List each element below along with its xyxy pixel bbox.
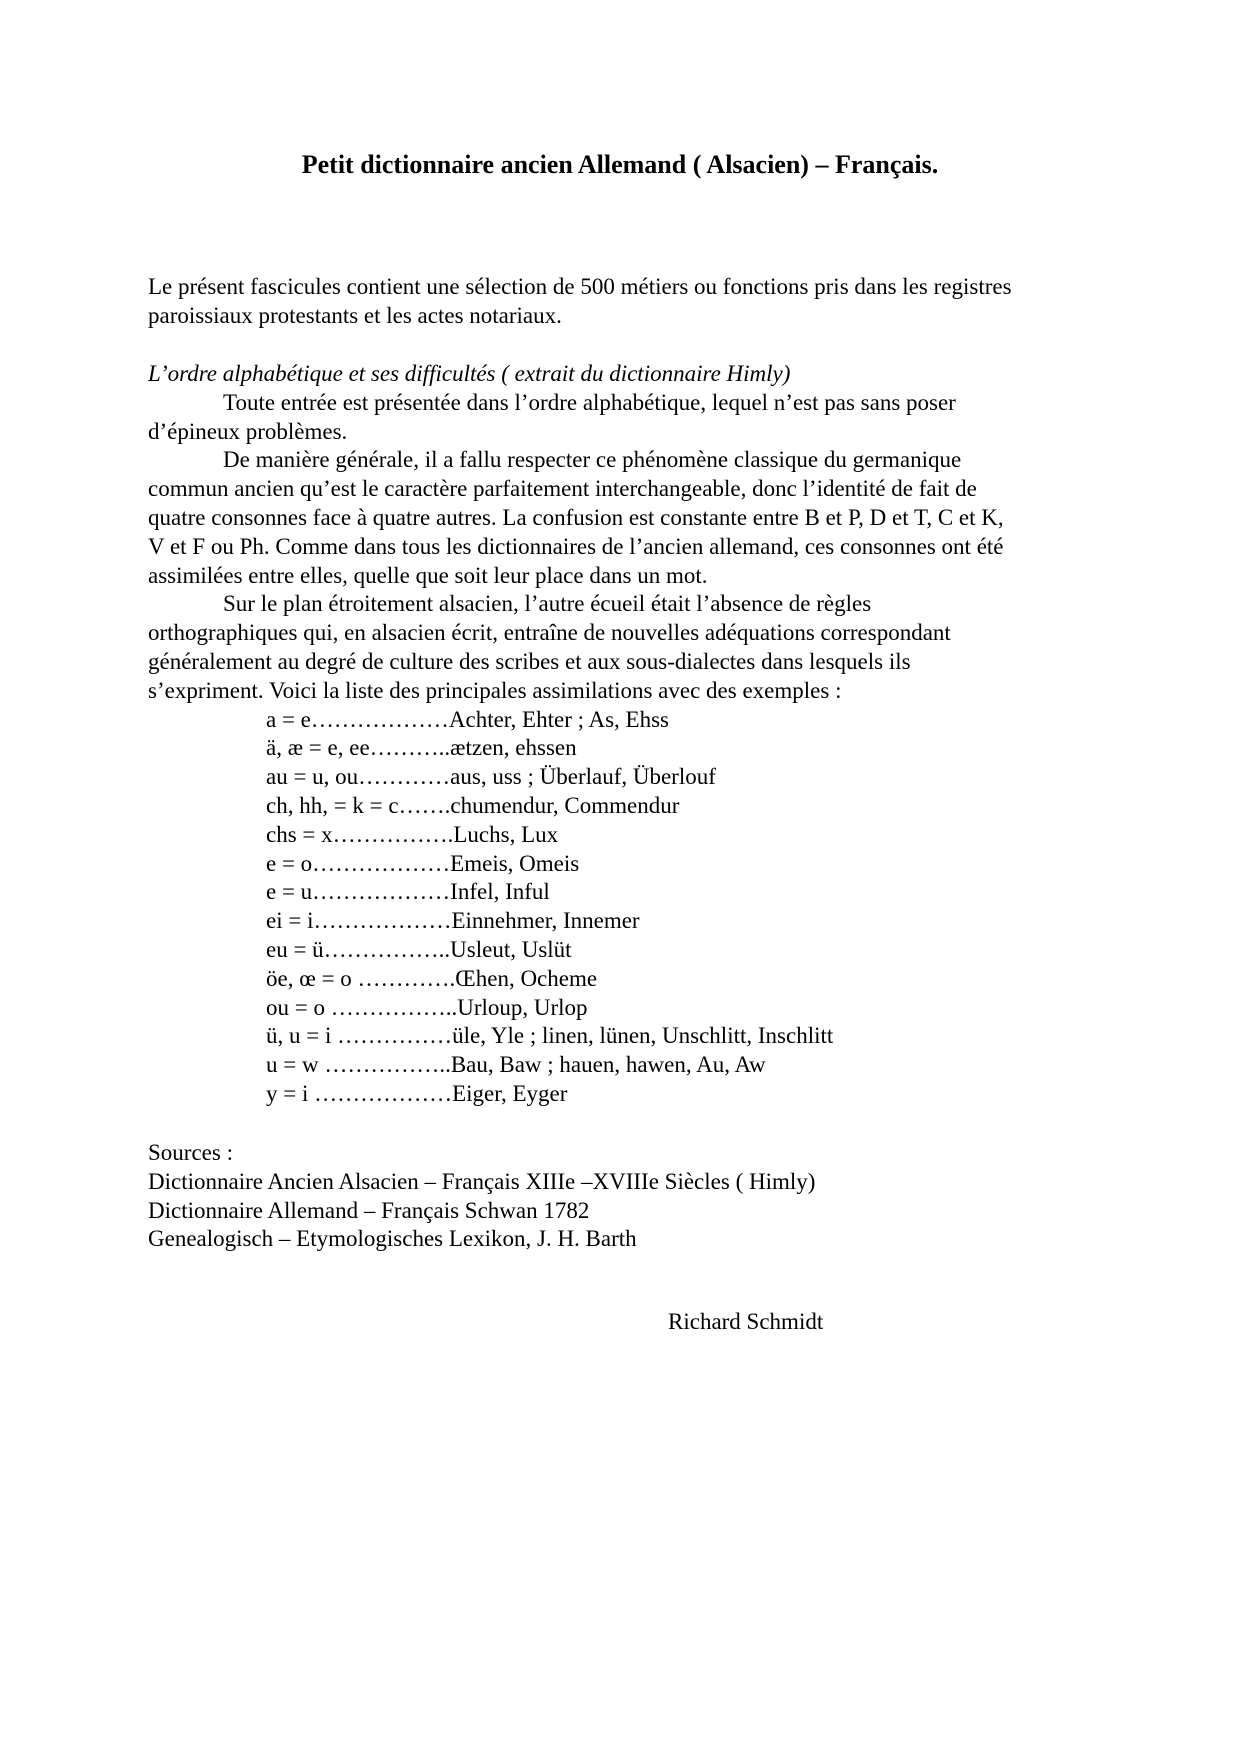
assimilation-example: e = o………………Emeis, Omeis bbox=[266, 850, 580, 876]
source-entry: Genealogisch – Etymologisches Lexikon, J. H. Barth bbox=[148, 1226, 637, 1252]
paragraph-line: Sur le plan étroitement alsacien, l’autre écueil était l’absence de règles bbox=[223, 591, 872, 617]
assimilation-example: ä, æ = e, ee………..ætzen, ehssen bbox=[266, 735, 577, 761]
source-entry: Dictionnaire Ancien Alsacien – Français XIIIe –XVIIIe Siècles ( Himly) bbox=[148, 1168, 816, 1194]
assimilation-example: ou = o ……………..Urloup, Urlop bbox=[266, 994, 588, 1020]
paragraph-line: d’épineux problèmes. bbox=[148, 418, 348, 444]
section-heading: L’ordre alphabétique et ses difficultés ( extrait du dictionnaire Himly) bbox=[148, 361, 791, 386]
assimilation-example: ei = i………………Einnehmer, Innemer bbox=[266, 908, 640, 934]
assimilation-example: ch, hh, = k = c…….chumendur, Commendur bbox=[266, 792, 680, 818]
paragraph-alphabetical-order bbox=[148, 389, 1108, 447]
assimilation-example: u = w ……………..Bau, Baw ; hauen, hawen, Au, Aw bbox=[266, 1052, 766, 1078]
assimilation-example: chs = x…………….Luchs, Lux bbox=[266, 821, 559, 847]
paragraph-line: commun ancien qu’est le caractère parfaitement interchangeable, donc l’identité de fait de bbox=[148, 476, 977, 502]
assimilation-example: au = u, ou…………aus, uss ; Überlauf, Überlouf bbox=[266, 764, 716, 790]
paragraph-line: s’expriment. Voici la liste des principales assimilations avec des exemples : bbox=[148, 677, 842, 703]
alphabetical-order-section bbox=[148, 360, 1108, 1109]
intro-line: Le présent fascicules contient une sélection de 500 métiers ou fonctions pris dans les registres bbox=[148, 274, 1012, 299]
assimilation-example: y = i ………………Eiger, Eyger bbox=[266, 1080, 568, 1106]
author-signature: Richard Schmidt bbox=[668, 1309, 824, 1334]
assimilation-example: ü, u = i ……………üle, Yle ; linen, lünen, Unschlitt, Inschlitt bbox=[266, 1023, 834, 1049]
paragraph-line: quatre consonnes face à quatre autres. La confusion est constante entre B et P, D et T, C et K, bbox=[148, 504, 1004, 530]
document-title: Petit dictionnaire ancien Allemand ( Alsacien) – Français. bbox=[301, 150, 939, 179]
assimilation-example: öe, œ = o ………….Œhen, Ocheme bbox=[266, 965, 598, 991]
assimilation-examples-list bbox=[266, 706, 1108, 1109]
paragraph-alsatian-orthography bbox=[148, 590, 1108, 705]
assimilation-example: eu = ü……………..Usleut, Uslüt bbox=[266, 936, 572, 962]
paragraph-line: De manière générale, il a fallu respecter ce phénomène classique du germanique bbox=[223, 447, 962, 473]
intro-line: paroissiaux protestants et les actes notariaux. bbox=[148, 302, 562, 328]
assimilation-example: e = u………………Infel, Inful bbox=[266, 879, 550, 905]
paragraph-germanic-consonants bbox=[148, 446, 1108, 590]
paragraph-line: Toute entrée est présentée dans l’ordre alphabétique, lequel n’est pas sans poser bbox=[223, 389, 956, 415]
sources-label: Sources : bbox=[148, 1140, 233, 1165]
source-entry: Dictionnaire Allemand – Français Schwan 1782 bbox=[148, 1197, 590, 1223]
assimilation-example: a = e………………Achter, Ehter ; As, Ehss bbox=[266, 706, 669, 732]
intro-paragraph bbox=[148, 273, 1108, 331]
paragraph-line: V et F ou Ph. Comme dans tous les dictionnaires de l’ancien allemand, ces consonnes ont été bbox=[148, 533, 1004, 559]
paragraph-line: généralement au degré de culture des scribes et aux sous-dialectes dans lesquels ils bbox=[148, 648, 911, 674]
sources-section bbox=[148, 1139, 1108, 1254]
paragraph-line: assimilées entre elles, quelle que soit leur place dans un mot. bbox=[148, 562, 708, 588]
paragraph-line: orthographiques qui, en alsacien écrit, entraîne de nouvelles adéquations correspondant bbox=[148, 620, 951, 646]
